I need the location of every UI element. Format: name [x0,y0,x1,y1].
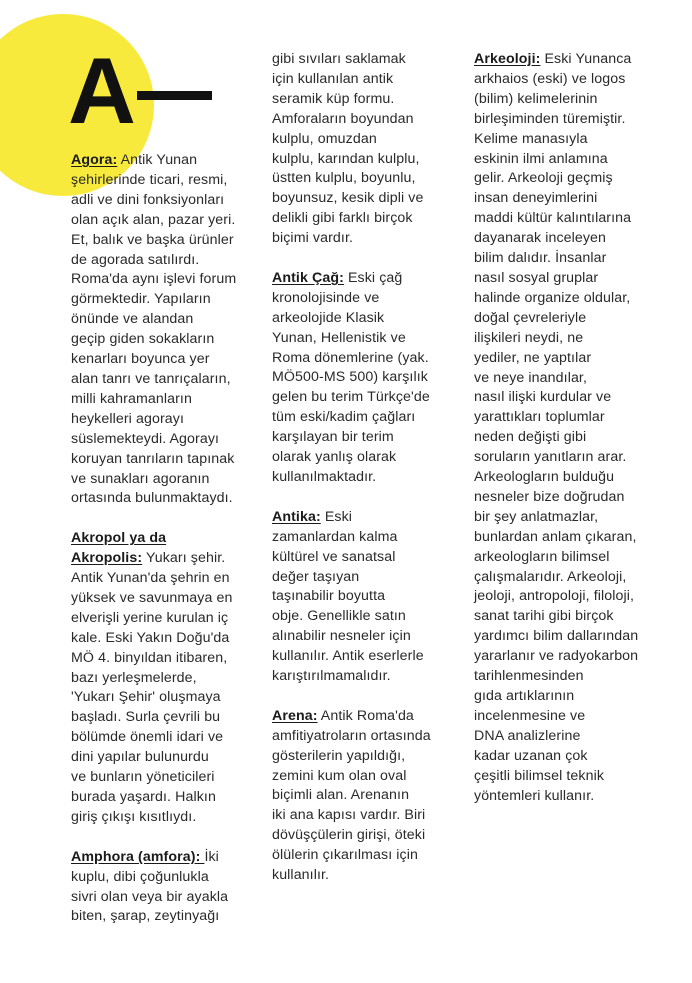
entry-antika: Antika: Eski zamanlardan kalma kültürel ve sanatsal değer taşıyan taşınabilir boyutta obje. Genellikle satın alınabilir nesneler için kullanılır. Antik eserlerle karıştırılmamalıdır. [272,508,424,685]
term-akropolis: Akropolis: [71,550,143,567]
term-amphora: Amphora (amfora): [71,848,205,865]
entry-agora: Agora: Antik Yunan şehirlerinde ticari, resmi, adli ve dini fonksiyonları olan açık alan, pazar yeri. Et, balık ve başka ürünler de agorada satılırdı. Roma'da aynı işlevi forum görmektedir. Yapıların önünde ve alandan geçip giden sokakların kenarları boyunca yer alan tanrı ve tanrıçaların, milli kahramanların heykelleri agorayı süslemekteydi. Agorayı koruyan tanrıların tapınak ve sunakları agoranın ortasında bulunmaktaydı. [71,152,237,507]
entry-arena: Arena: Antik Roma'da amfitiyatroların ortasında gösterilerin yapıldığı, zemini kum olan oval biçimli alan. Arenanın iki ana kapısı vardır. Biri dövüşçülerin girişi, öteki ölülerin çıkarılması için kullanılır. [272,707,431,884]
term-antik-cag: Antik Çağ: [272,269,344,286]
entry-amphora-cont: gibi sıvıları saklamak için kullanılan antik seramik küp formu. Amforaların boyundan kulplu, omuzdan kulplu, karından kulplu, üstten kulplu, boyunlu, boyunsuz, kesik dipli ve delikli gibi farklı birçok biçimi vardır. [272,51,424,247]
entry-akropol: Akropol ya da Akropolis: Yukarı şehir. Antik Yunan'da şehrin en yüksek ve savunmaya en elverişli yerine kurulan iç kale. Eski Yakın Doğu'da MÖ 4. binyıldan itibaren, bazı yerleşmelerde, 'Yukarı Şehir' oluşmaya başladı. Surla çevrili bu bölümde önemli idari ve dini yapılar bulunurdu ve bunların yöneticileri burada yaşardı. Halkın giriş çıkışı kısıtlıydı. [71,530,233,825]
column-3 [474,50,659,806]
term-agora: Agora: [71,152,118,168]
section-letter: A [68,38,134,143]
entry-antik-cag: Antik Çağ: Eski çağ kronolojisinde ve arkeolojide Klasik Yunan, Hellenistik ve Roma dönemlerine (yak. MÖ500-MS 500) karşılık gelen bu terim Türkçe'de tüm eski/kadim çağları karşılayan bir terim olarak yanlış olarak kullanılmaktadır. [272,269,430,486]
term-arena: Arena: [272,707,318,724]
term-arkeoloji: Arkeoloji: [474,51,541,67]
term-antika: Antika: [272,508,321,525]
entry-amphora: Amphora (amfora): İki kuplu, dibi çoğunlukla sivri olan veya bir ayakla biten, şarap, zeytinyağı [71,848,229,925]
column-2 [272,50,452,886]
term-akropol: Akropol ya da [71,530,167,547]
section-dash [137,91,212,100]
entry-arkeoloji: Arkeoloji: Eski Yunanca arkhaios (eski) ve logos (bilim) kelimelerinin birleşiminden türemiştir. Kelime manasıyla eskinin ilmi anlamına gelir. Arkeoloji geçmiş insan deneyimlerini maddi kültür kalıntılarına dayanarak inceleyen bilim dalıdır. İnsanlar nasıl sosyal gruplar halinde organize oldular, doğal çevreleriyle ilişkileri neydi, ne yediler, ne yaptılar ve neye inandılar, nasıl ilişki kurdular ve yarattıkları toplumlar neden değişti gibi soruların yanıtların arar. Arkeologların bulduğu nesneler bize doğrudan bir şey anlatmazlar, bunlardan anlam çıkaran, arkeologların bilimsel çalışmalarıdır. Arkeoloji, jeoloji, antropoloji, filoloji, sanat tarihi gibi birçok yardımcı bilim dallarından yararlanır ve radyokarbon tarihlenmesinden gıda artıklarının incelenmesine ve DNA analizlerine kadar uzanan çok çeşitli bilimsel teknik yöntemleri kullanır. [474,51,639,804]
column-1 [71,151,253,927]
